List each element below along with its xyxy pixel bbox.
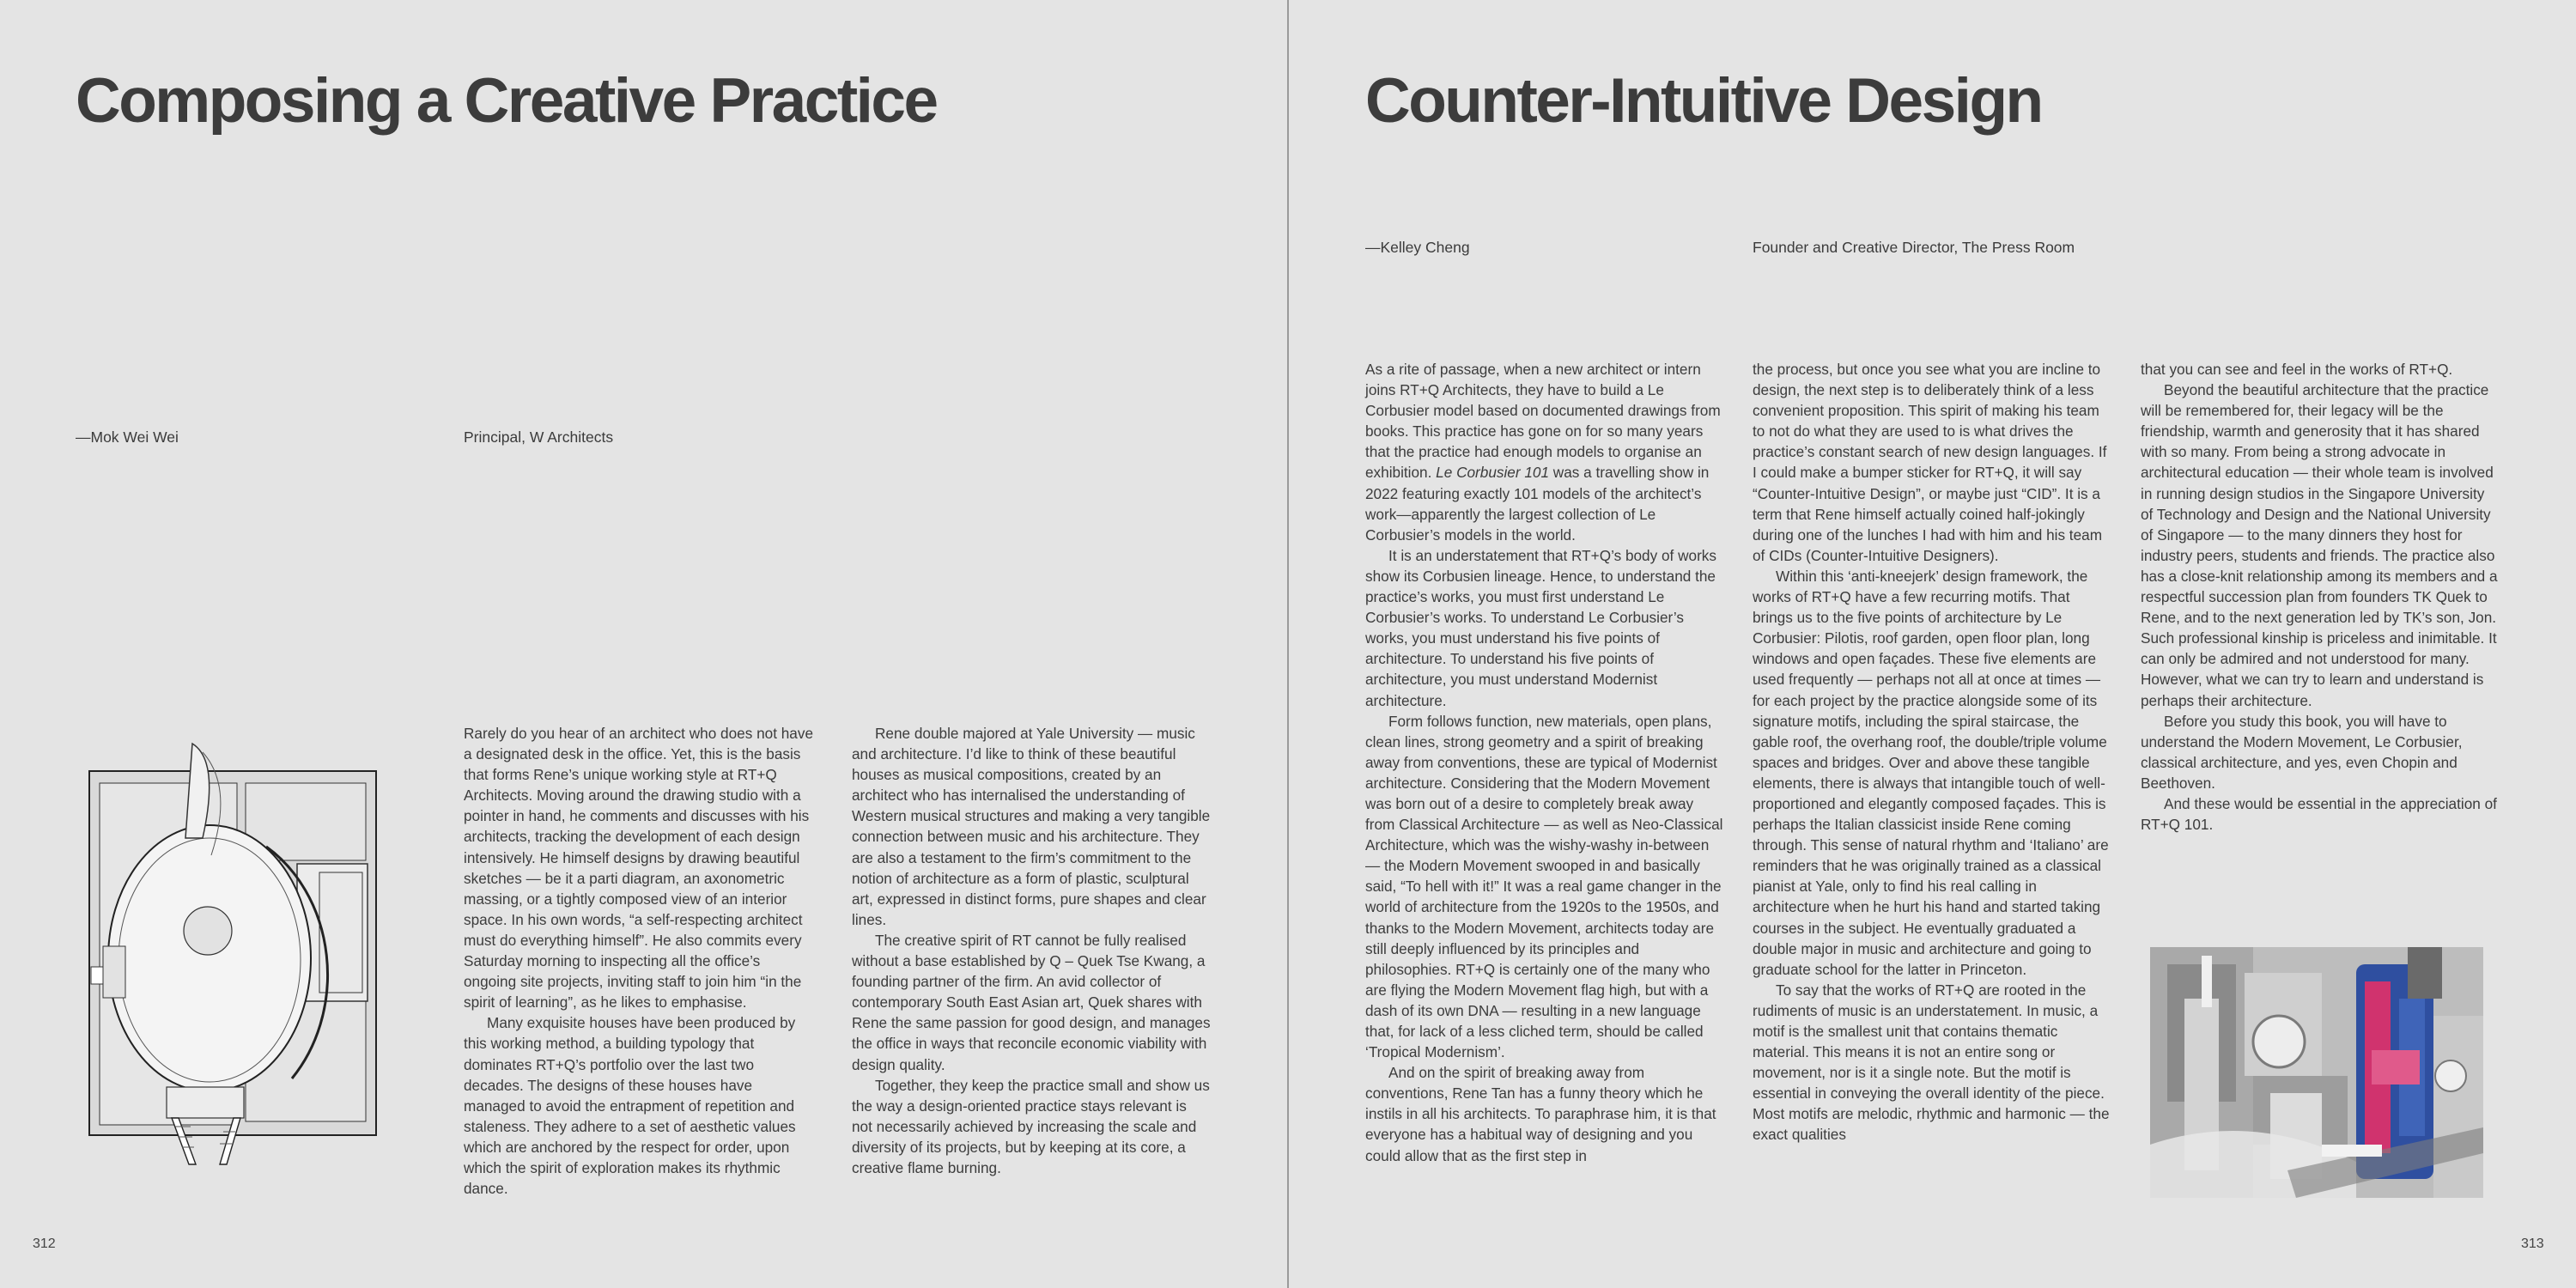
paragraph: Rarely do you hear of an architect who does not have a designated desk in the office. Yet, this is the basis that forms Rene’s unique working style at RT+Q Architects. Moving around the drawing studio with a pointer in hand, he comments and discusses with his architects, tracking the development of each design intensively. He himself designs by drawing beautiful sketches — be it a parti diagram, an axonometric massing, or a tightly composed view of an interior space. In his own words, “a self-respecting architect must do everything himself”. He also commits every Saturday morning to inspecting all the office’s ongoing site projects, inviting staff to join him “in the spirit of learning”, as he likes to emphasise. <box>464 725 814 1012</box>
page-number-left: 312 <box>33 1236 56 1251</box>
paragraph: The creative spirit of RT cannot be fully realised without a base established by Q – Quek Tse Kwang, a founding partner of the firm. An avid collector of contemporary South East Asian art, Quek shares with Rene the same passion for good design, and manages the office in ways that reconcile economic viability with design quality. <box>852 931 1211 1073</box>
right-author-role: Founder and Creative Director, The Press Room <box>1753 239 2075 256</box>
left-author: —Mok Wei Wei <box>76 428 179 446</box>
left-page-title: Composing a Creative Practice <box>76 66 937 136</box>
paragraph: Beyond the beautiful architecture that the practice will be remembered for, their legacy will be the friendship, warmth and generosity that it has shared with so many. From being a strong advocate in architectural education — their whole team is involved in running design studios in the Singapore University of Technology and Design and the National University of Singapore — to the many dinners they host for industry peers, students and friends. The practice also has a close-knit relationship among its members and a respectful succession plan from founders TK Quek to Rene, and to the next generation led by TK’s son, Jon. Such professional kinship is priceless and inimitable. It can only be admired and not understood for many. However, what we can try to learn and understand is perhaps their architecture. <box>2141 381 2498 709</box>
text-run: was a travelling show in 2022 featuring exactly 101 models of the architect’s work—apparently the largest collection of Le Corbusier’s models in the world. <box>1365 464 1710 544</box>
right-page <box>1289 0 2576 1288</box>
left-author-role: Principal, W Architects <box>464 428 614 446</box>
paragraph: Form follows function, new materials, open plans, clean lines, strong geometry and a spirit of breaking away from conventions, these are typical of Modernist architecture. Considering that the Modern Movement was born out of a desire to completely break away from Classical Architecture — as well as Neo-Classical Architecture, which was the wishy-washy in-between — the Modern Movement swooped in and basically said, “To hell with it!” It was a real game changer in the world of architecture from the 1920s to the 1950s, and thanks to the Modern Movement, architects today are still deeply influenced by its principles and philosophies. RT+Q is certainly one of the many who are flying the Modern Movement flag high, but with a dash of its own DNA — resulting in a new language that, for lack of a less cliched term, should be called ‘Tropical Modernism’. <box>1365 712 1723 1061</box>
abstract-painting <box>2150 947 2483 1198</box>
right-author: —Kelley Cheng <box>1365 239 1470 256</box>
paragraph: Many exquisite houses have been produced by this working method, a building typology that dominates RT+Q’s portfolio over the last two decades. The designs of these houses have managed to avoid the entrapment of repetition and staleness. They adhere to a set of aesthetic values which are anchored by the respect for order, upon which the spirit of exploration makes its rhythmic dance. <box>464 1014 796 1198</box>
right-column-2 <box>1753 359 2111 1145</box>
paragraph: It is an understatement that RT+Q’s body of works show its Corbusien lineage. Hence, to understand the practice’s works, you must first understand Le Corbusier’s works. To understand Le Corbusier’s works, you must understand his five points of architecture. To understand his five points of architecture, you must understand Modernist architecture. <box>1365 546 1716 709</box>
paragraph: And on the spirit of breaking away from conventions, Rene Tan has a funny theory which he instils in all his architects. To paraphrase him, it is that everyone has a habitual way of designing and you could allow that as the first step in <box>1365 1064 1716 1164</box>
page-number-right: 313 <box>2521 1236 2544 1251</box>
paragraph: the process, but once you see what you are incline to design, the next step is to deliberately think of a less convenient proposition. This spirit of making his team to not do what they are used to is what drives the practice’s constant search of new design languages. If I could make a bumper sticker for RT+Q, it will say “Counter-Intuitive Design”, or maybe just “CID”. It is a term that Rene himself actually coined half-jokingly during one of the lunches I had with him and his team of CIDs (Counter-Intuitive Designers). <box>1753 361 2107 564</box>
paragraph: Together, they keep the practice small and show us the way a design-oriented practice stays relevant is not necessarily achieved by increasing the scale and diversity of its projects, but by keeping at its core, a creative flame burning. <box>852 1076 1210 1176</box>
left-column-2 <box>852 723 1211 1178</box>
paragraph <box>1365 359 1724 545</box>
right-column-1 <box>1365 359 1724 1166</box>
right-column-3 <box>2141 359 2500 835</box>
paragraph: Rene double majored at Yale University — music and architecture. I’d like to think of these beautiful houses as musical compositions, created by an architect who has internalised the understanding of Western musical structures and making a very tangible connection between music and his architecture. They are also a testament to the firm’s commitment to the notion of architecture as a form of plastic, sculptural art, expressed in distinct forms, pure shapes and clear lines. <box>852 725 1211 928</box>
house-plan-icon <box>82 735 383 1173</box>
exhibition-title: Le Corbusier 101 <box>1436 464 1550 482</box>
left-column-1 <box>464 723 814 1199</box>
paragraph: And these would be essential in the appreciation of RT+Q 101. <box>2141 794 2497 834</box>
paragraph: Before you study this book, you will have to understand the Modern Movement, Le Corbusier, classical architecture, and yes, even Chopin and Beethoven. <box>2141 712 2463 792</box>
paragraph: Within this ‘anti-kneejerk’ design framework, the works of RT+Q have a few recurring motifs. That brings us to the five points of architecture by Le Corbusier: Pilotis, roof garden, open floor plan, long windows and open façades. These five elements are used frequently — perhaps not all at once at times — for each project by the practice alongside some of its signature motifs, including the spiral staircase, the gable roof, the overhang roof, the double/triple volume spaces and bridges. Over and above these tangible elements, there is always that intangible touch of well-proportioned and elegantly composed façades. This is perhaps the Italian classicist inside Rene coming through. This sense of natural rhythm and ‘Italiano’ are reminders that he was originally trained as a classical pianist at Yale, only to find his real calling in architecture when he hurt his hand and started taking courses in the subject. He eventually graduated a double major in music and architecture and going to graduate school for the latter in Princeton. <box>1753 567 2109 978</box>
paragraph: To say that the works of RT+Q are rooted in the rudiments of music is an understatement. In music, a motif is the smallest unit that contains thematic material. This means it is not an entire song or movement, nor is it a single note. But the motif is essential in conveying the overall identity of the piece. Most motifs are melodic, rhythmic and harmonic — the exact qualities <box>1753 981 2110 1144</box>
right-page-title: Counter-Intuitive Design <box>1365 66 2042 136</box>
left-page <box>0 0 1287 1288</box>
paragraph: that you can see and feel in the works of RT+Q. <box>2141 361 2453 378</box>
house-floor-plan-drawing <box>82 735 383 1173</box>
abstract-painting-icon <box>2150 947 2483 1198</box>
text-run: As a rite of passage, when a new architect or intern joins RT+Q Architects, they have to build a Le Corbusier model based on documented drawings from books. This practice has gone on for so many years that the practice had enough models to organise an exhibition. <box>1365 361 1721 482</box>
